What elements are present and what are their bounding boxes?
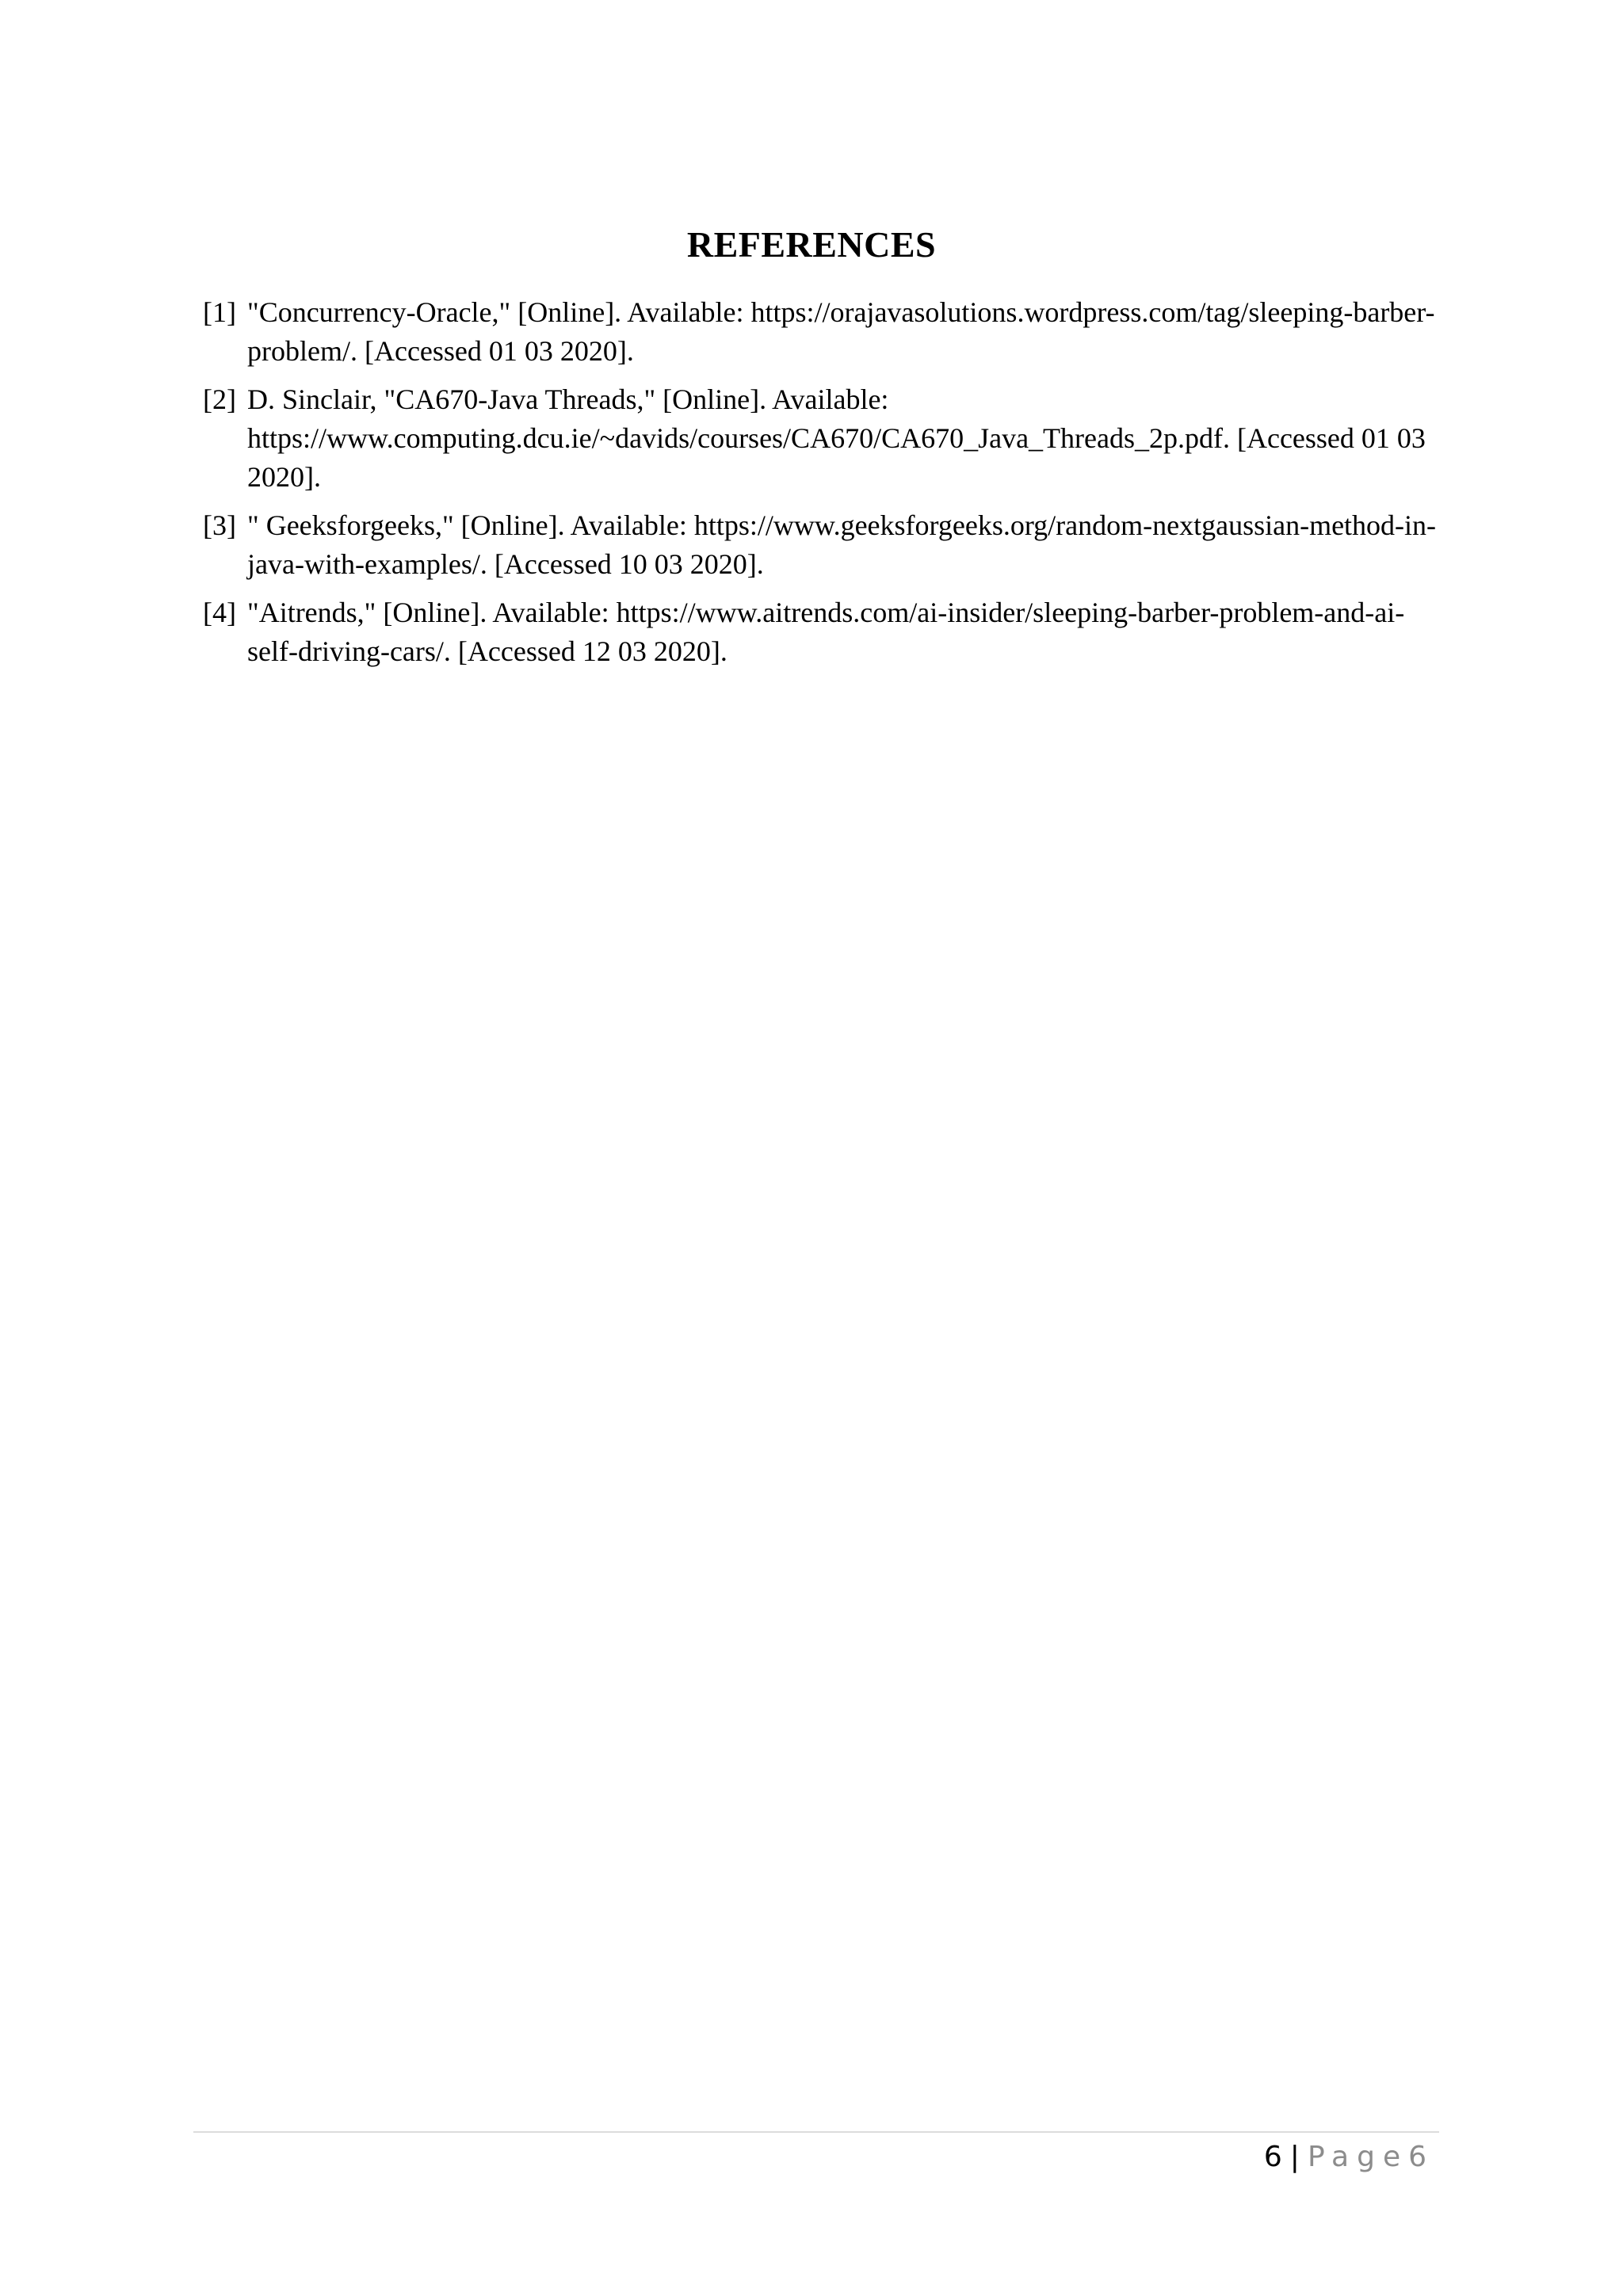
reference-number: [2] [203,383,236,415]
page-number: 6 [1263,2141,1282,2173]
reference-number: [1] [203,296,236,328]
reference-text: "Aitrends," [Online]. Available: https://www.aitrends.com/ai-insider/sleeping-barber-problem-and-ai-self-driving-cars/. [Accessed 12 03 2020]. [247,597,1405,667]
reference-item [203,506,1439,584]
reference-text: D. Sinclair, "CA670-Java Threads," [Online]. Available: https://www.computing.dcu.ie/~davids/courses/CA670/CA670_Java_Threads_2p.pdf. [Accessed 01 03 2020]. [247,383,1426,493]
reference-text: " Geeksforgeeks," [Online]. Available: https://www.geeksforgeeks.org/random-nextgaussian-method-in-java-with-examples/. [Accessed 10 03 2020]. [247,509,1437,580]
reference-item [203,380,1439,497]
reference-list [203,293,1439,681]
footer-separator: | [1289,2141,1300,2173]
reference-text: "Concurrency-Oracle," [Online]. Available: https://orajavasolutions.wordpress.com/tag/sleeping-barber-problem/. [Accessed 01 03 2020]. [247,296,1435,367]
reference-number: [4] [203,597,236,628]
reference-item [203,593,1439,671]
reference-number: [3] [203,509,236,541]
footer-divider [193,2131,1439,2133]
page-title: REFERENCES [686,223,937,265]
reference-item [203,293,1439,371]
page-label: Page6 [1307,2141,1434,2173]
page-footer [1264,2138,1434,2177]
